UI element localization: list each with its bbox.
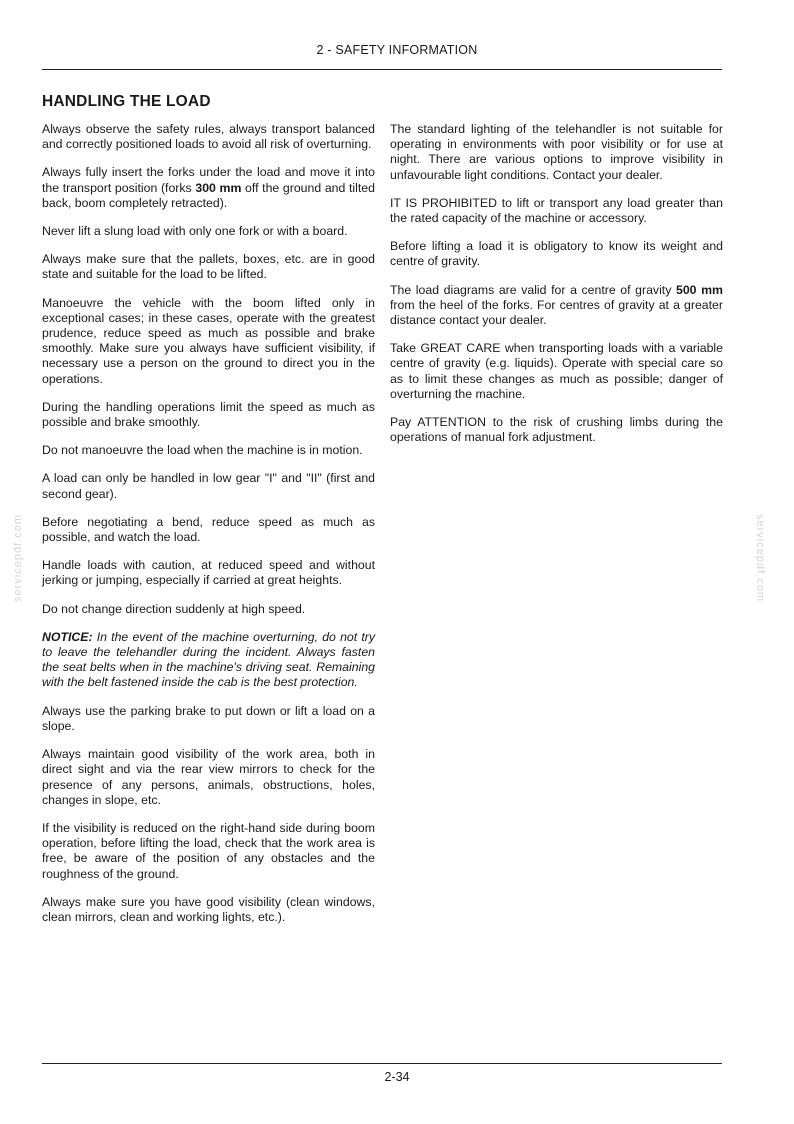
paragraph: Before negotiating a bend, reduce speed as much as possible, and watch the load. bbox=[42, 514, 375, 545]
section-heading: HANDLING THE LOAD bbox=[42, 93, 211, 110]
paragraph: Always maintain good visibility of the work area, both in direct sight and via the rear view mirrors to check for the presence of any persons, animals, obstructions, holes, changes in slope, etc. bbox=[42, 747, 375, 807]
paragraph: Always make sure you have good visibility (clean windows, clean mirrors, clean and working lights, etc.). bbox=[42, 894, 375, 924]
notice-text: In the event of the machine overturning, do not try to leave the telehandler during the incident. Always fasten the seat belts when in the machine's driving seat. Remaining with the belt fastened inside the cab is the best protection. bbox=[42, 629, 375, 690]
paragraph: Manoeuvre the vehicle with the boom lifted only in exceptional cases; in these cases, operate with the greatest prudence, reduce speed as much as possible and brake smoothly. Make sure you always have sufficient visibility, if necessary use a person on the ground to direct you in the operations. bbox=[42, 295, 375, 386]
header-rule bbox=[42, 69, 722, 70]
paragraph: Handle loads with caution, at reduced speed and without jerking or jumping, especially if carried at great heights. bbox=[42, 558, 375, 588]
paragraph: If the visibility is reduced on the right-hand side during boom operation, before lifting the load, check that the work area is free, be aware of the position of any obstacles and the roughness of the ground. bbox=[42, 820, 375, 881]
watermark-left: servicepdf.com bbox=[11, 514, 24, 602]
paragraph bbox=[42, 165, 375, 211]
paragraph: Do not manoeuvre the load when the machine is in motion. bbox=[42, 443, 363, 458]
page-number: 2-34 bbox=[384, 1070, 410, 1084]
paragraph: Do not change direction suddenly at high speed. bbox=[42, 601, 306, 616]
paragraph: Before lifting a load it is obligatory to know its weight and centre of gravity. bbox=[390, 239, 723, 269]
paragraph: During the handling operations limit the speed as much as possible and brake smoothly. bbox=[42, 399, 375, 430]
paragraph: Take GREAT CARE when transporting loads with a variable centre of gravity (e.g. liquids). Operate with special care so as to limit these changes as much as possible; danger of overturning the machine. bbox=[390, 341, 723, 401]
paragraph-text: off the ground and tilted back, boom completely retracted). bbox=[42, 180, 375, 210]
header-title: 2 - SAFETY INFORMATION bbox=[316, 43, 478, 57]
paragraph-text: Always fully insert the forks under the load and move it into the transport position (forks bbox=[42, 165, 375, 195]
bold-value: 300 mm bbox=[195, 180, 242, 195]
bold-value: 500 mm bbox=[675, 282, 723, 297]
paragraph: Always observe the safety rules, always transport balanced and correctly positioned loads to avoid all risk of overturning. bbox=[42, 122, 375, 152]
right-column bbox=[390, 122, 723, 458]
paragraph: Always make sure that the pallets, boxes, etc. are in good state and suitable for the load to be lifted. bbox=[42, 252, 375, 282]
paragraph: A load can only be handled in low gear "I" and "II" (first and second gear). bbox=[42, 471, 375, 501]
notice-label: NOTICE: bbox=[42, 629, 93, 644]
paragraph: Pay ATTENTION to the risk of crushing limbs during the operations of manual fork adjustment. bbox=[390, 415, 723, 445]
paragraph: The standard lighting of the telehandler is not suitable for operating in environments with poor visibility or for use at night. There are various options to improve visibility in unfavourable light conditions. Contact your dealer. bbox=[390, 122, 723, 182]
left-column bbox=[42, 122, 375, 938]
paragraph bbox=[390, 283, 723, 329]
paragraph: IT IS PROHIBITED to lift or transport any load greater than the rated capacity of the machine or accessory. bbox=[390, 195, 723, 226]
notice-paragraph bbox=[42, 630, 375, 691]
paragraph: Never lift a slung load with only one fork or with a board. bbox=[42, 224, 348, 239]
paragraph-text: The load diagrams are valid for a centre of gravity bbox=[390, 282, 676, 297]
paragraph: Always use the parking brake to put down or lift a load on a slope. bbox=[42, 703, 375, 733]
watermark-right: servicepdf.com bbox=[753, 514, 766, 602]
paragraph-text: from the heel of the forks. For centres of gravity at a greater distance contact your dealer. bbox=[390, 297, 723, 328]
footer-rule bbox=[42, 1063, 722, 1064]
